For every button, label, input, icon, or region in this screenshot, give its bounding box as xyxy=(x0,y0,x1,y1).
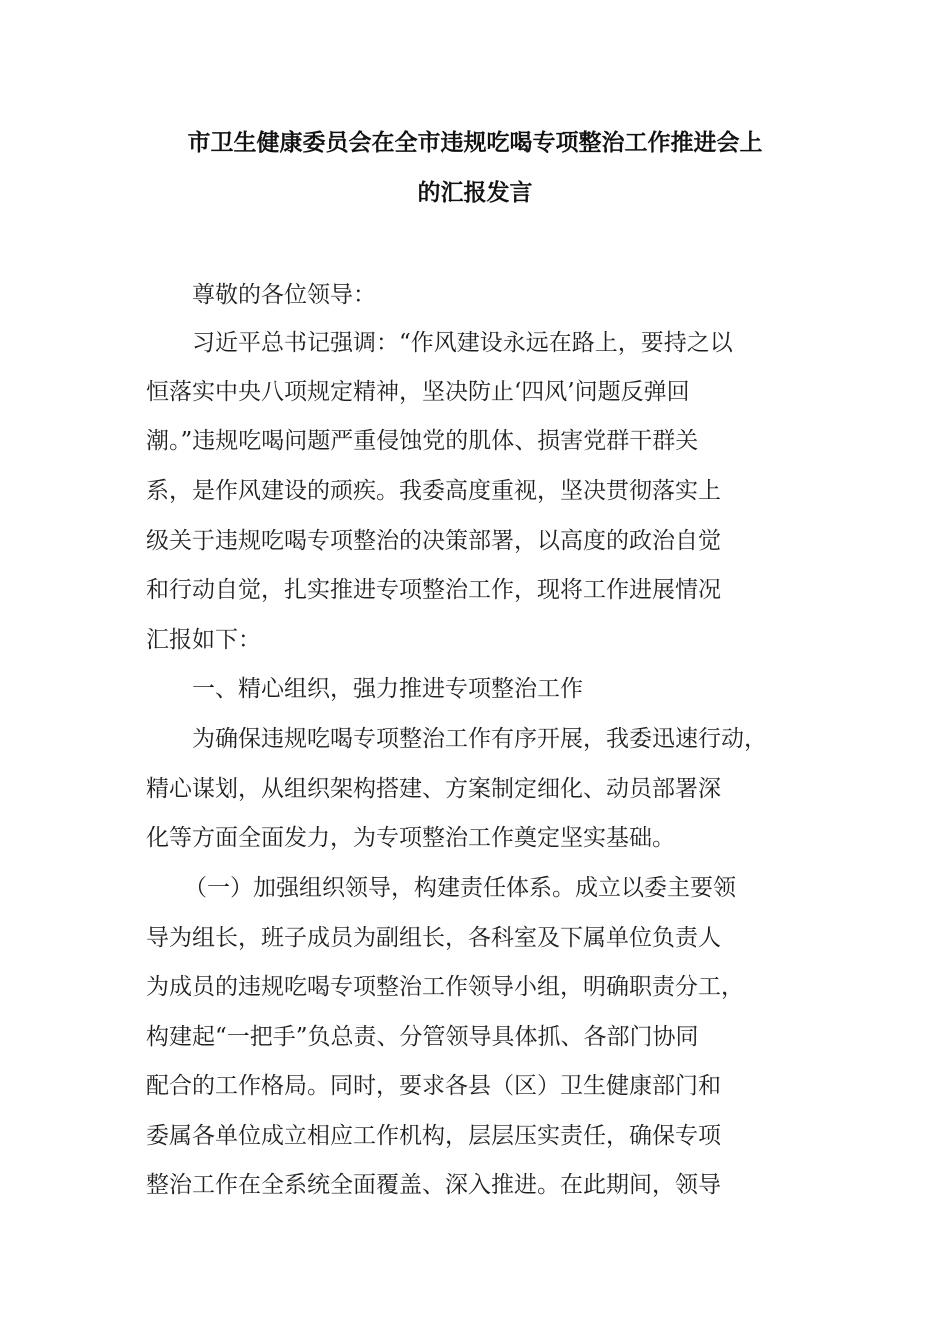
paragraph-line: 潮。”违规吃喝问题严重侵蚀党的肌体、损害党群干群关 xyxy=(146,428,699,454)
paragraph-line: 化等方面全面发力，为专项整治工作奠定坚实基础。 xyxy=(146,825,675,851)
paragraph-line: 为成员的违规吃喝专项整治工作领导小组，明确职责分工， xyxy=(146,974,744,1000)
paragraph-line: 精心谋划，从组织架构搭建、方案制定细化、动员部署深 xyxy=(146,776,721,802)
paragraph-line: 配合的工作格局。同时，要求各县（区）卫生健康部门和 xyxy=(146,1073,721,1099)
paragraph-line: 系，是作风建设的顽疾。我委高度重视，坚决贯彻落实上 xyxy=(146,478,721,504)
paragraph-line: 汇报如下： xyxy=(146,627,261,653)
paragraph-line: 整治工作在全系统全面覆盖、深入推进。在此期间，领导 xyxy=(146,1172,721,1198)
salutation: 尊敬的各位领导： xyxy=(192,282,376,308)
paragraph-line: 和行动自觉，扎实推进专项整治工作，现将工作进展情况 xyxy=(146,577,721,603)
paragraph-line: 恒落实中央八项规定精神，坚决防止‘四风’问题反弹回 xyxy=(146,379,690,405)
paragraph-line: 级关于违规吃喝专项整治的决策部署，以高度的政治自觉 xyxy=(146,528,721,554)
document-title-line-2: 的汇报发言 xyxy=(417,180,533,206)
subsection-line: （一）加强组织领导，构建责任体系。成立以委主要领 xyxy=(184,875,736,901)
paragraph-line: 委属各单位成立相应工作机构，层层压实责任，确保专项 xyxy=(146,1123,721,1149)
paragraph-line: 构建起“一把手”负总责、分管领导具体抓、各部门协同 xyxy=(146,1024,699,1050)
document-title-line-1: 市卫生健康委员会在全市违规吃喝专项整治工作推进会上 xyxy=(187,130,763,156)
paragraph-line: 习近平总书记强调：“作风建设永远在路上，要持之以 xyxy=(192,330,733,356)
paragraph-line: 为确保违规吃喝专项整治工作有序开展，我委迅速行动， xyxy=(192,726,767,752)
paragraph-line: 导为组长，班子成员为副组长，各科室及下属单位负责人 xyxy=(146,925,721,951)
section-heading: 一、精心组织，强力推进专项整治工作 xyxy=(192,676,583,702)
